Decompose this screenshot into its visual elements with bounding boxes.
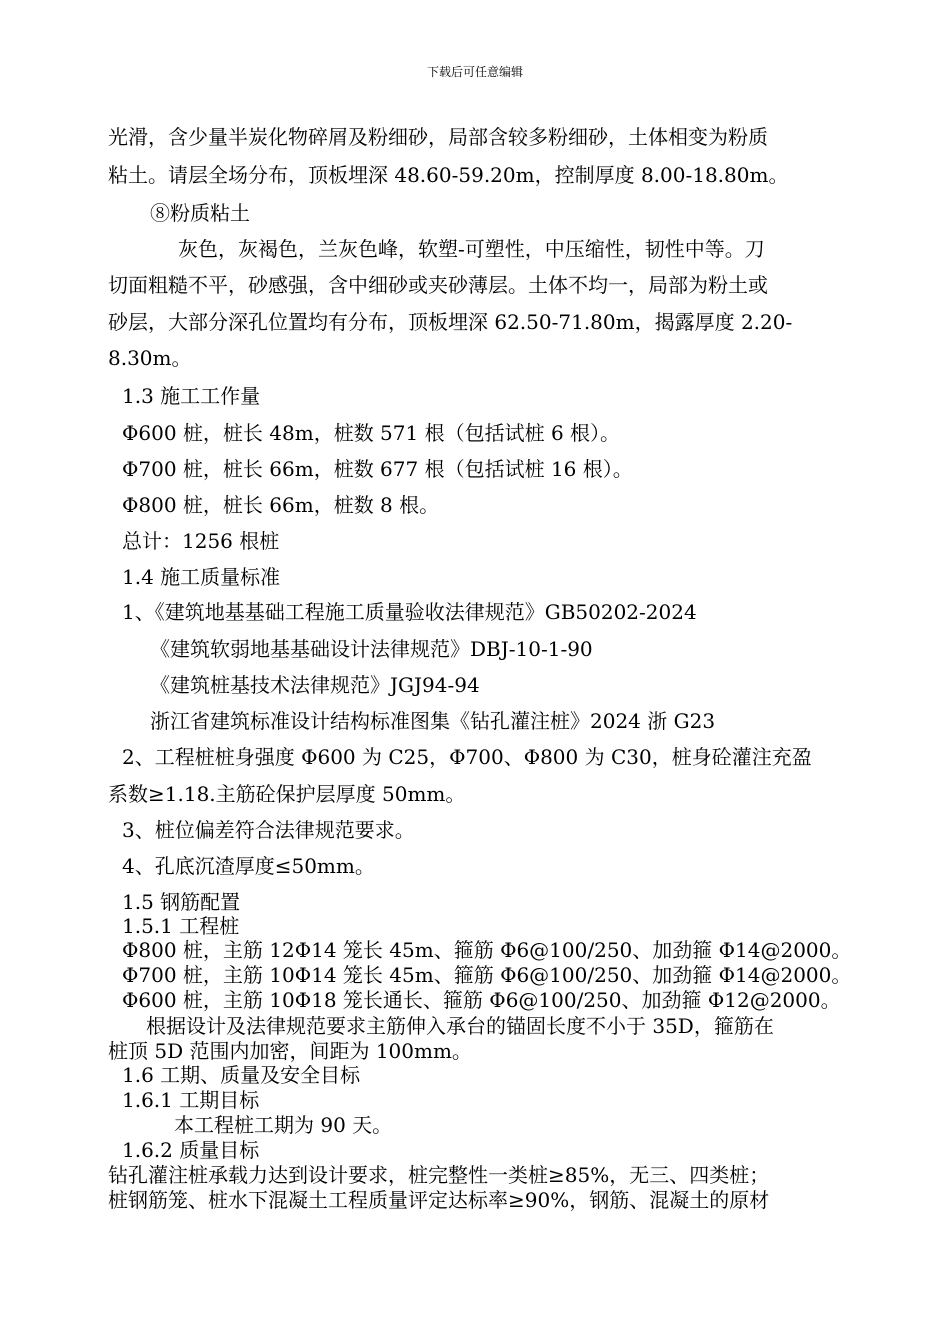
body-text-line: 灰色，灰褐色，兰灰色峰，软塑-可塑性，中压缩性，韧性中等。刀 <box>178 237 765 261</box>
body-text-line: 切面粗糙不平，砂感强，含中细砂或夹砂薄层。土体不均一，局部为粉土或 <box>108 273 768 297</box>
body-text-line: Φ800 桩，主筋 12Φ14 笼长 45m、箍筋 Φ6@100/250、加劲箍 Φ14@2000。 <box>122 938 852 962</box>
body-text-line: 《建筑桩基技术法律规范》JGJ94-94 <box>150 673 480 697</box>
body-text-line: Φ800 桩，桩长 66m，桩数 8 根。 <box>122 493 440 517</box>
body-text-line: 桩钢筋笼、桩水下混凝土工程质量评定达标率≥90%，钢筋、混凝土的原材 <box>108 1188 770 1212</box>
body-text-line: 1、《建筑地基基础工程施工质量验收法律规范》GB50202-2024 <box>122 600 697 624</box>
body-text-line: 光滑，含少量半炭化物碎屑及粉细砂，局部含较多粉细砂，土体相变为粉质 <box>108 125 768 149</box>
section-heading: 1.6.1 工期目标 <box>122 1088 260 1112</box>
body-text-line: 浙江省建筑标准设计结构标准图集《钻孔灌注桩》2024 浙 G23 <box>150 709 716 733</box>
body-text-line: 粘土。请层全场分布，顶板埋深 48.60-59.20m，控制厚度 8.00-18.80m。 <box>108 163 789 187</box>
body-text-line: 3、桩位偏差符合法律规范要求。 <box>122 818 415 842</box>
section-heading: 1.5 钢筋配置 <box>122 890 241 914</box>
section-heading: 1.3 施工工作量 <box>122 384 261 408</box>
section-heading: 1.4 施工质量标准 <box>122 565 281 589</box>
body-text-line: Φ700 桩，主筋 10Φ14 笼长 45m、箍筋 Φ6@100/250、加劲箍 Φ14@2000。 <box>122 963 852 987</box>
body-text-line: 《建筑软弱地基基础设计法律规范》DBJ-10-1-90 <box>150 637 593 661</box>
page-header: 下载后可任意编辑 <box>426 65 523 79</box>
body-text-line: Φ600 桩，主筋 10Φ18 笼长通长、箍筋 Φ6@100/250、加劲箍 Φ12@2000。 <box>122 988 841 1012</box>
body-text-line: 总计：1256 根桩 <box>122 529 280 553</box>
body-text-line: 8.30m。 <box>108 346 192 370</box>
body-text-line: 砂层，大部分深孔位置均有分布，顶板埋深 62.50-71.80m，揭露厚度 2.20- <box>108 310 793 334</box>
body-text-line: 系数≥1.18.主筋砼保护层厚度 50mm。 <box>108 782 466 806</box>
section-heading: 1.5.1 工程桩 <box>122 914 240 938</box>
body-text-line: 根据设计及法律规范要求主筋伸入承台的锚固长度不小于 35D，箍筋在 <box>146 1014 774 1038</box>
body-text-line: 4、孔底沉渣厚度≤50mm。 <box>122 854 375 878</box>
body-text-line: Φ600 桩，桩长 48m，桩数 571 根（包括试桩 6 根）。 <box>122 421 621 445</box>
section-heading: 1.6.2 质量目标 <box>122 1138 260 1162</box>
section-heading: ⑧粉质粘土 <box>150 201 250 225</box>
body-text-line: 2、工程桩桩身强度 Φ600 为 C25，Φ700、Φ800 为 C30，桩身砼灌注充盈 <box>122 745 812 769</box>
body-text-line: Φ700 桩，桩长 66m，桩数 677 根（包括试桩 16 根）。 <box>122 457 633 481</box>
body-text-line: 桩顶 5D 范围内加密，间距为 100mm。 <box>108 1039 472 1063</box>
section-heading: 1.6 工期、质量及安全目标 <box>122 1063 361 1087</box>
body-text-line: 钻孔灌注桩承载力达到设计要求，桩完整性一类桩≥85%，无三、四类桩； <box>108 1163 770 1187</box>
body-text-line: 本工程桩工期为 90 天。 <box>174 1113 393 1137</box>
